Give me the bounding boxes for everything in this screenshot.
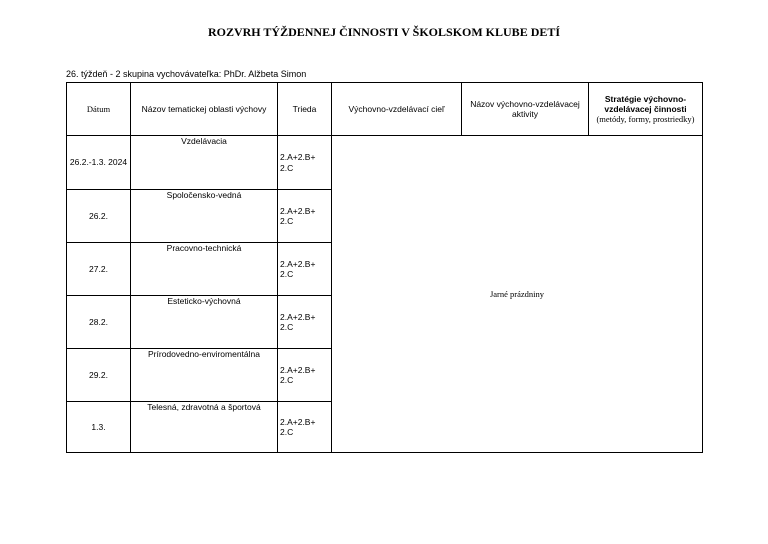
row-class: 2.A+2.B+ 2.C — [278, 296, 332, 349]
weekly-schedule-table — [66, 82, 703, 453]
header-date: Dátum — [67, 83, 131, 136]
row-area: Spoločensko-vedná — [131, 190, 278, 243]
row-class: 2.A+2.B+ 2.C — [278, 136, 332, 190]
row-area: Pracovno-technická — [131, 243, 278, 296]
row-date: 29.2. — [67, 349, 131, 402]
document-title: ROZVRH TÝŽDENNEJ ČINNOSTI V ŠKOLSKOM KLUBE DETÍ — [207, 25, 561, 39]
row-area: Telesná, zdravotná a športová — [131, 402, 278, 453]
table-header-row — [67, 83, 703, 136]
table-row — [67, 136, 703, 190]
row-area: Prírodovedno-enviromentálna — [131, 349, 278, 402]
row-area: Vzdelávacia — [131, 136, 278, 190]
header-activity: Názov výchovno-vzdelávacej aktivity — [462, 83, 589, 136]
header-strategy-methods: (metódy, formy, prostriedky) — [596, 114, 695, 125]
row-date: 1.3. — [67, 402, 131, 453]
header-strategy — [589, 83, 703, 136]
row-class: 2.A+2.B+ 2.C — [278, 349, 332, 402]
header-area: Názov tematickej oblasti výchovy — [131, 83, 278, 136]
row-class: 2.A+2.B+ 2.C — [278, 243, 332, 296]
row-date: 26.2.-1.3. 2024 — [67, 136, 131, 190]
row-class: 2.A+2.B+ 2.C — [278, 402, 332, 453]
group-teacher-line: 26. týždeň - 2 skupina vychovávateľka: PhDr. Alžbeta Simon — [66, 69, 307, 79]
header-strategy-main: Stratégie výchovno-vzdelávacej činnosti — [604, 93, 687, 114]
row-area: Esteticko-výchovná — [131, 296, 278, 349]
row-date: 28.2. — [67, 296, 131, 349]
row-class: 2.A+2.B+ 2.C — [278, 190, 332, 243]
row-date: 27.2. — [67, 243, 131, 296]
row-date: 26.2. — [67, 190, 131, 243]
holiday-merged-cell: Jarné prázdniny — [332, 136, 703, 453]
header-class: Trieda — [278, 83, 332, 136]
header-goal: Výchovno-vzdelávací cieľ — [332, 83, 462, 136]
